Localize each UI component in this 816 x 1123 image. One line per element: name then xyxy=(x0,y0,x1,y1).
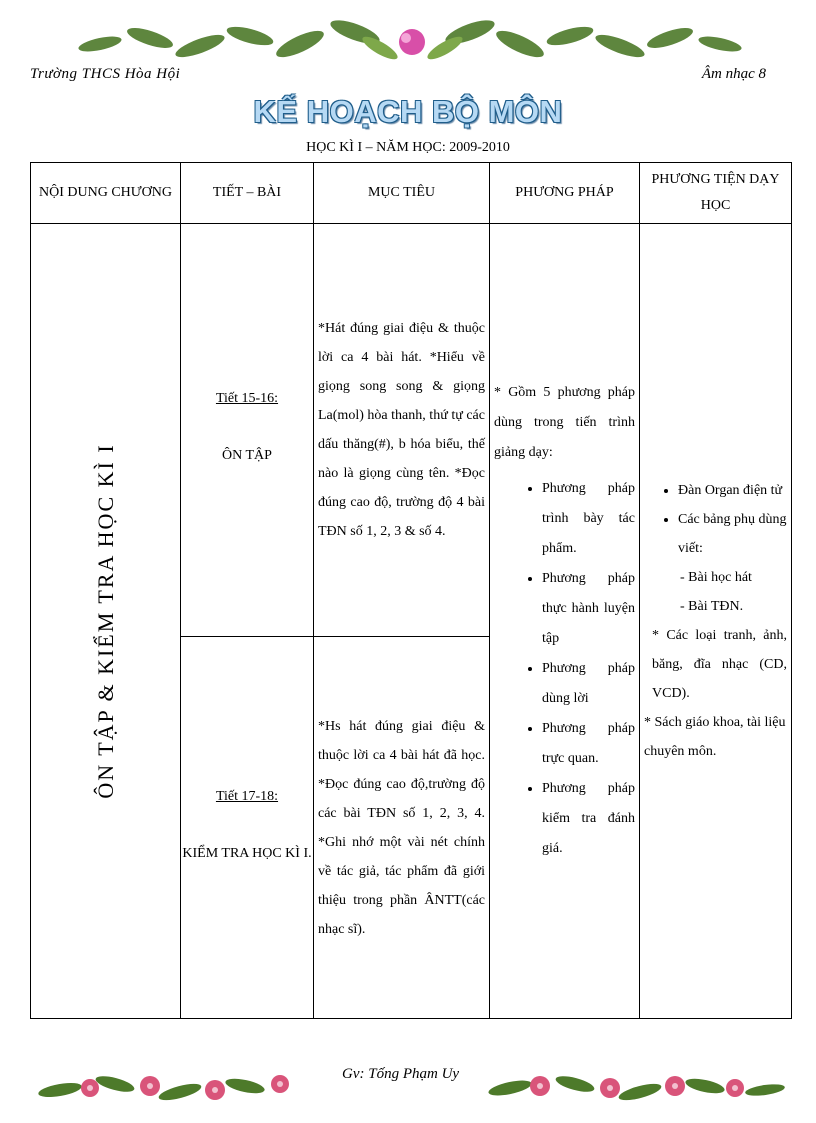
method-item: • Phương pháp dùng lời xyxy=(542,654,635,714)
methods-intro: * Gồm 5 phương pháp dùng trong tiến trình giảng dạy: xyxy=(494,385,635,460)
column-header-chapter: NỘI DUNG CHƯƠNG xyxy=(31,163,181,224)
lesson-name: ÔN TẬP xyxy=(222,448,272,463)
lesson-number: Tiết 15-16: xyxy=(215,391,279,406)
page-title: KẾ HOẠCH BỘ MÔN xyxy=(253,94,563,129)
objectives-cell: *Hs hát đúng giai điệu & thuộc lời ca 4 bài hát đã học. *Đọc đúng cao độ,trường độ các bài TĐN số 1, 2, 3, 4. *Ghi nhớ một vài nét chính về tác giả, tác phẩm đã giới thiệu trong phần ÂNTT(các nhạc sĩ). xyxy=(314,637,490,1019)
media-sub-item: - Bài TĐN. xyxy=(680,599,744,614)
table-row xyxy=(31,224,792,637)
media-extra-item: * Các loại tranh, ảnh, băng, đĩa nhạc (CD, VCD). xyxy=(652,628,787,701)
lesson-plan-table xyxy=(30,162,792,1019)
method-item: • Phương pháp thực hành luyện tập xyxy=(542,564,635,654)
lesson-name: KIỂM TRA HỌC KÌ I. xyxy=(182,845,312,861)
chapter-cell xyxy=(31,224,181,1019)
teacher-signature: Gv: Tống Phạm Uy xyxy=(336,1066,465,1083)
leaf-garland-decoration xyxy=(60,8,760,68)
method-item: • Phương pháp kiểm tra đánh giá. xyxy=(542,774,635,864)
method-item: • Phương pháp trình bày tác phẩm. xyxy=(542,474,635,564)
methods-cell xyxy=(490,224,640,1019)
media-sub-item: - Bài học hát xyxy=(680,570,752,585)
subject-name: Âm nhạc 8 xyxy=(701,66,766,82)
table-header-row xyxy=(31,163,792,224)
media-item: • Đàn Organ điện tử xyxy=(678,476,787,505)
media-item: • Các bảng phụ dùng viết: xyxy=(678,505,787,563)
method-item: • Phương pháp trực quan. xyxy=(542,714,635,774)
lesson-number: Tiết 17-18: xyxy=(215,788,279,804)
school-name: Trường THCS Hòa Hội xyxy=(30,66,181,82)
semester-subtitle: HỌC KÌ I – NĂM HỌC: 2009-2010 xyxy=(306,140,510,155)
column-header-lesson: TIẾT – BÀI xyxy=(181,163,314,224)
media-cell xyxy=(640,224,792,1019)
objectives-cell: *Hát đúng giai điệu & thuộc lời ca 4 bài hát. *Hiểu về giọng song song & giọng La(mol) hòa thanh, thứ tự các dấu thăng(#), b hóa biểu, thế nào là giọng cùng tên. *Đọc đúng cao độ, trường độ 4 bài TĐN số 1, 2, 3 & số 4. xyxy=(314,224,490,637)
column-header-media: PHƯƠNG TIỆN DẠY HỌC xyxy=(640,163,792,224)
lesson-cell xyxy=(181,224,314,637)
lesson-cell xyxy=(181,637,314,1019)
media-extra-item: * Sách giáo khoa, tài liệu chuyên môn. xyxy=(644,715,786,759)
column-header-objectives: MỤC TIÊU xyxy=(314,163,490,224)
chapter-title: ÔN TẬP & KIỂM TRA HỌC KÌ I xyxy=(92,443,118,799)
column-header-methods: PHƯƠNG PHÁP xyxy=(490,163,640,224)
